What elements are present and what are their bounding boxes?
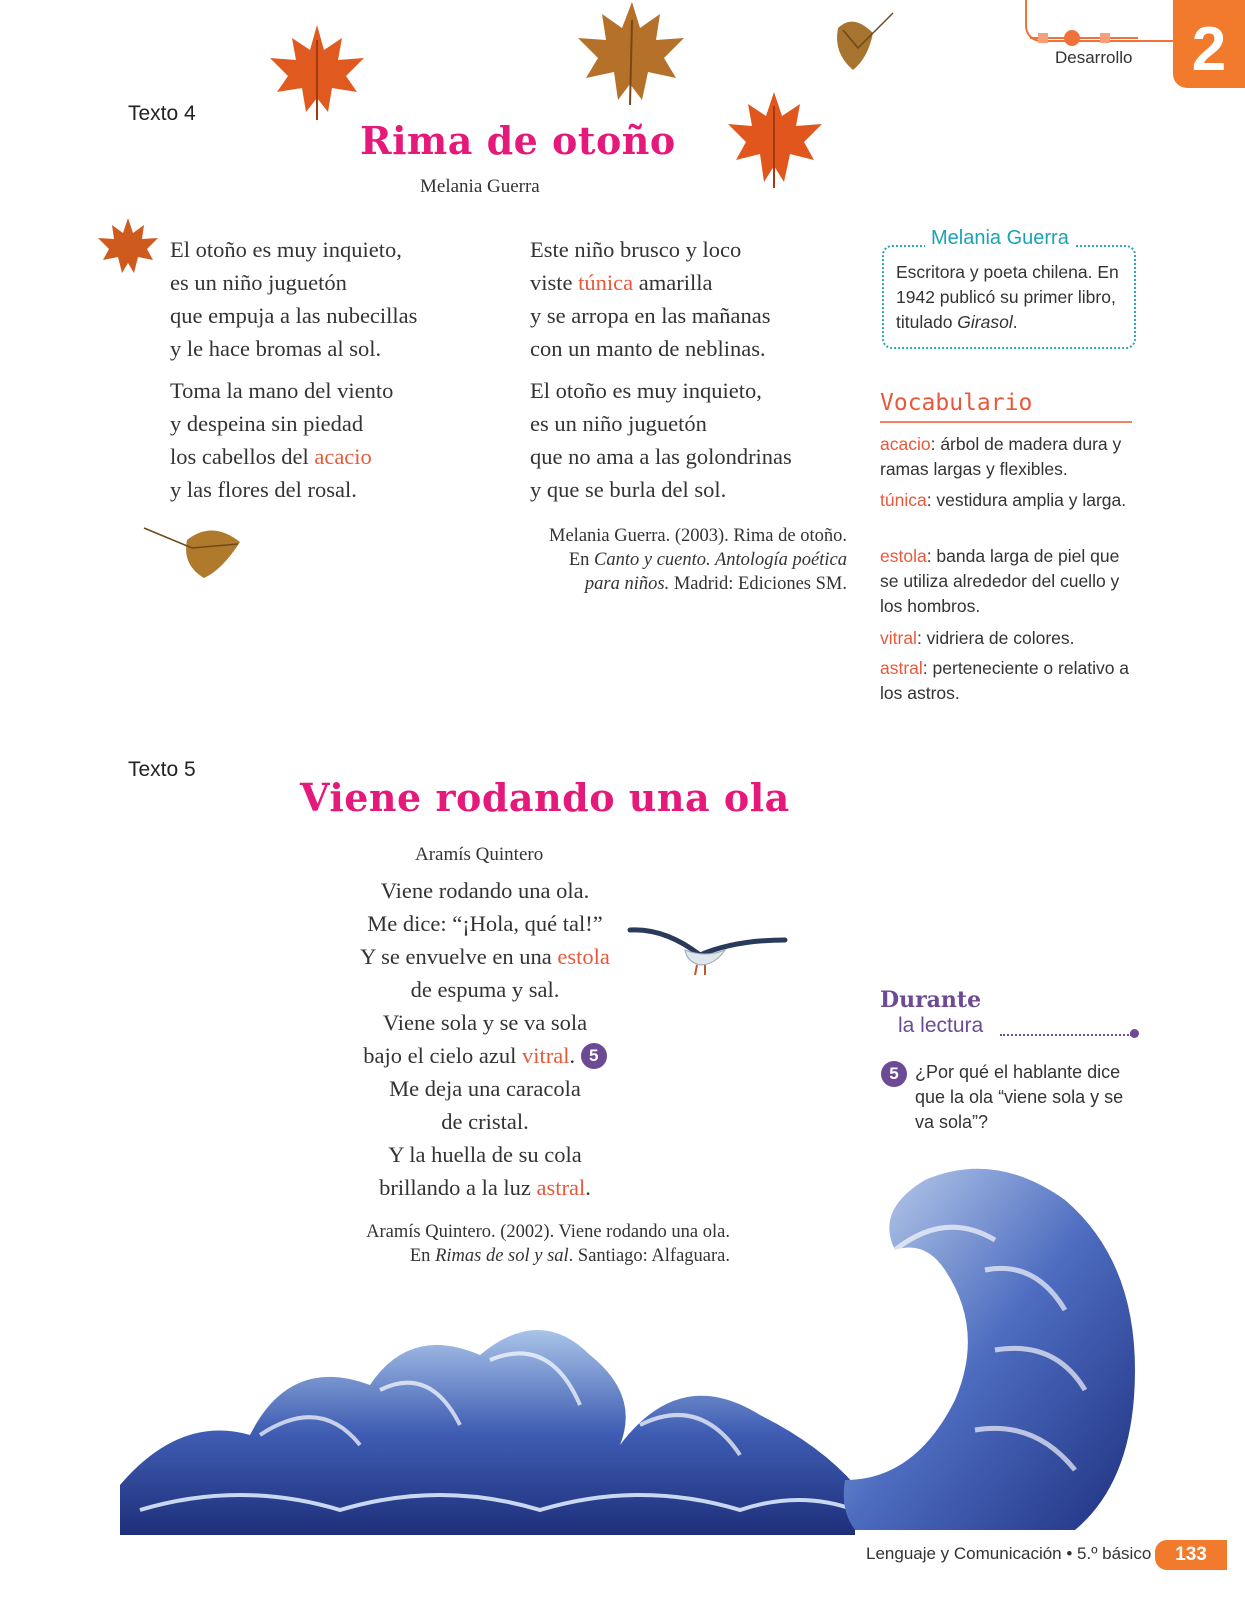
texto5-label: Texto 5 [128,758,196,781]
vocab-entry: vitral: vidriera de colores. [880,628,1075,648]
poem-line: Toma la mano del viento [170,378,394,403]
stanza [170,233,500,365]
seagull-icon [625,920,795,990]
poem-line: que empuja a las nubecillas [170,303,418,328]
poem-line: Este niño brusco y loco [530,237,742,262]
vocabulary-title: Vocabulario [880,390,1033,416]
maple-leaf-icon [262,20,372,125]
big-wave-illustration-icon [835,1150,1145,1540]
vocab-entry: astral: perteneciente o relativo a los astros. [880,658,1130,703]
vocab-entry: túnica: vestidura amplia y larga. [880,490,1127,510]
vocab-keyword[interactable]: vitral [521,1043,570,1068]
page-number-badge: 133 [1155,1540,1227,1570]
poem-title: Viene rodando una ola [300,775,790,820]
vocab-entry: estola: banda larga de piel que se utiliza alrededor del cuello y los hombros. [880,546,1120,616]
vocab-keyword[interactable]: acacio [314,444,372,469]
poem-line: es un niño juguetón [530,411,707,436]
bibliographic-reference: Melania Guerra. (2003). Rima de otoño. En Canto y cuento. Antología poética para niños. Madrid: Ediciones SM. [549,526,847,594]
poem-line: El otoño es muy inquieto, [530,378,762,403]
vocab-keyword[interactable]: astral [536,1175,586,1200]
poem-line: Me dice: “¡Hola, qué tal!” [367,911,603,936]
poem-line: brillando a la luz astral. [379,1175,591,1200]
poem-line: Y la huella de su cola [388,1142,582,1167]
during-reading-subtitle: la lectura [898,1014,984,1037]
vocab-entry: acacio: árbol de madera dura y ramas largas y flexibles. [880,434,1122,479]
poem-line: Me deja una caracola [389,1076,581,1101]
maple-leaf-icon [722,88,827,193]
section-label: Desarrollo [1055,48,1133,67]
poem-line: Viene rodando una ola. [380,878,590,903]
progress-dots-icon [1030,30,1140,50]
poem-line: Y se envuelve en una estola [360,944,610,969]
unit-number-badge: 2 [1173,0,1245,88]
poem-line: es un niño juguetón [170,270,347,295]
poem-line: que no ama a las golondrinas [530,444,792,469]
stanza [530,374,860,506]
leaf-icon [828,8,898,73]
poem-author: Aramís Quintero [415,844,544,865]
stanza [170,374,500,506]
wave-illustration-icon [120,1295,860,1535]
divider [880,421,1132,423]
texto4-label: Texto 4 [128,102,196,125]
poem-line: viste túnica amarilla [530,270,713,295]
author-box-text: Escritora y poeta chilena. En 1942 publicó su primer libro, titulado Girasol. [896,262,1119,332]
stanza [530,233,860,365]
poem-line: los cabellos del acacio [170,444,372,469]
poem-line: y le hace bromas al sol. [170,336,382,361]
vocab-keyword[interactable]: estola [557,944,610,969]
poem-line: de espuma y sal. [410,977,560,1002]
poem-line: de cristal. [441,1109,529,1134]
leaf-icon [142,520,247,585]
maple-leaf-icon [96,215,161,277]
poem-line: y las flores del rosal. [170,477,357,502]
poem-line: y despeina sin piedad [170,411,364,436]
poem-author: Melania Guerra [420,176,540,197]
maple-leaf-icon [572,0,692,110]
bullet-dot-icon [1130,1029,1139,1038]
bibliographic-reference: Aramís Quintero. (2002). Viene rodando una ola. En Rimas de sol y sal. Santiago: Alfaguara. [366,1222,730,1266]
divider [1000,1034,1132,1036]
poem-line: y se arropa en las mañanas [530,303,771,328]
author-box-title: Melania Guerra [925,227,1075,250]
poem-title: Rima de otoño [360,118,676,163]
poem-line: El otoño es muy inquieto, [170,237,402,262]
question-text: ¿Por qué el hablante dice que la ola “viene sola y se va sola”? [915,1062,1124,1132]
poem-line: Viene sola y se va sola [382,1010,588,1035]
poem-line: bajo el cielo azul vitral. 5 [270,1039,700,1072]
during-reading-title: Durante [880,987,982,1013]
footer-text: Lenguaje y Comunicación • 5.º básico [866,1544,1152,1563]
question-number-badge: 5 [881,1061,907,1087]
vocab-keyword[interactable]: túnica [578,270,634,295]
poem-line: y que se burla del sol. [530,477,727,502]
poem-line: con un manto de neblinas. [530,336,766,361]
question-marker-badge: 5 [581,1043,607,1069]
